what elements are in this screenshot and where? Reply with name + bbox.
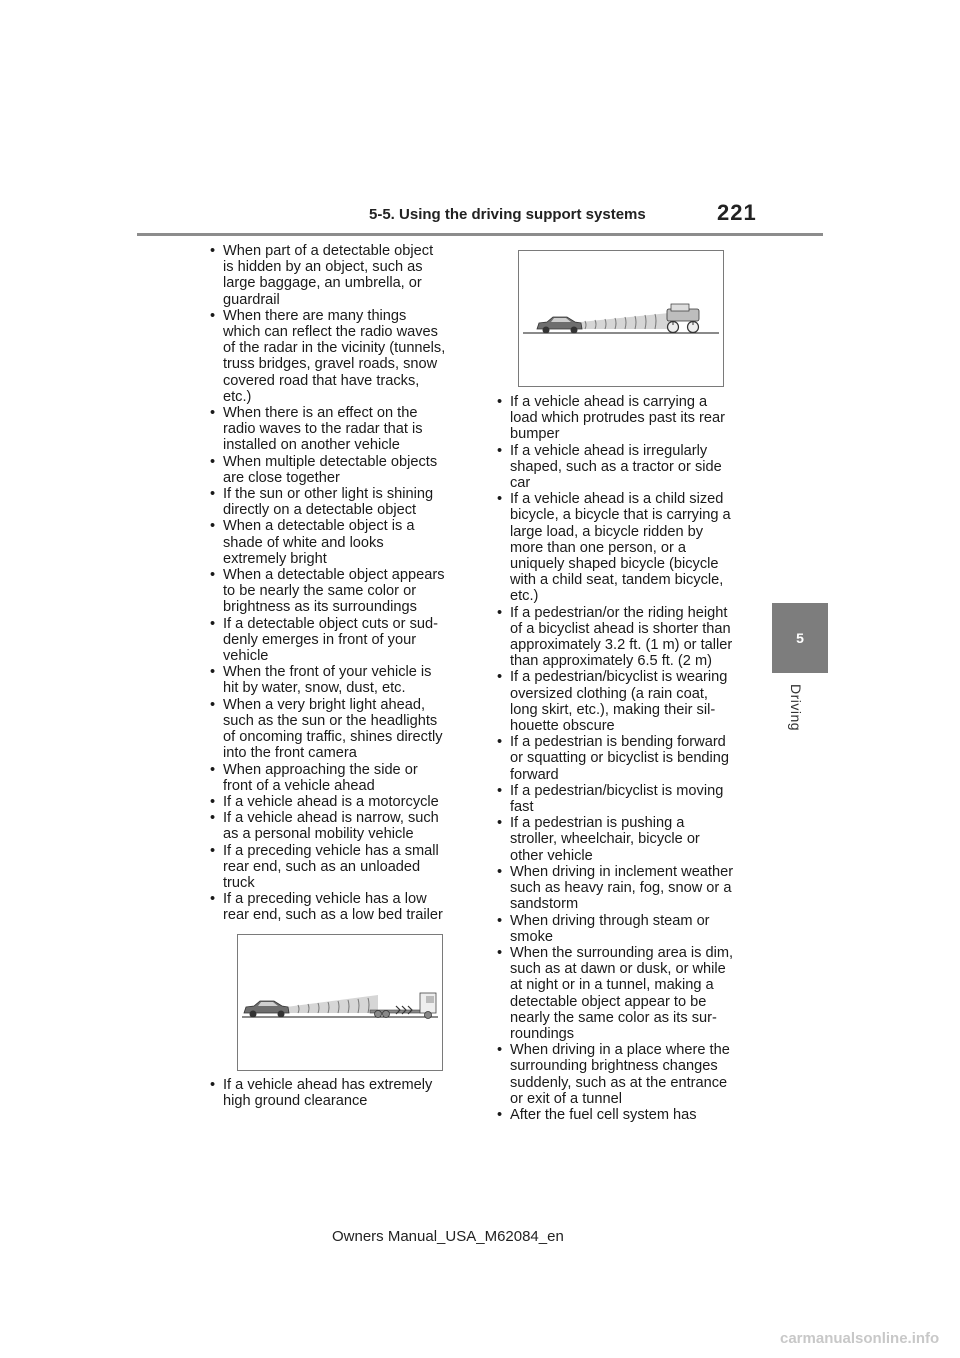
list-item: • If a detectable object cuts or sud- denly emerges in front of your vehicle — [203, 616, 471, 665]
list-item: • If the sun or other light is shining directly on a detectable object — [203, 486, 471, 518]
list-item: • If a pedestrian/bicyclist is wearing oversized clothing (a rain coat, long skirt, etc.), making their sil- houette obscure — [490, 669, 752, 734]
low-bed-trailer-icon — [370, 993, 436, 1019]
list-item: • If a vehicle ahead is carrying a load which protrudes past its rear bumper — [490, 394, 752, 443]
list-item: • If a vehicle ahead has extremely high ground clearance — [203, 1077, 471, 1109]
list-item: • After the fuel cell system has — [490, 1107, 752, 1123]
list-item: • If a pedestrian is bending forward or squatting or bicyclist is bending forward — [490, 734, 752, 783]
list-item: • If a preceding vehicle has a small rear end, such as an unloaded truck — [203, 843, 471, 892]
watermark: carmanualsonline.info — [780, 1330, 940, 1347]
left-after-figure-list — [203, 1077, 471, 1109]
list-item: • If a vehicle ahead is irregularly shaped, such as a tractor or side car — [490, 443, 752, 492]
low-bed-trailer-illustration — [237, 934, 443, 1071]
list-item: • When driving in a place where the surrounding brightness changes suddenly, such as at the entrance or exit of a tunnel — [490, 1042, 752, 1107]
high-clearance-vehicle-icon — [667, 304, 699, 333]
list-item: • When part of a detectable object is hidden by an object, such as large baggage, an umbrella, or guardrail — [203, 243, 471, 308]
right-column — [490, 394, 752, 1123]
list-item: • If a pedestrian/bicyclist is moving fast — [490, 783, 752, 815]
left-after-figure — [203, 1077, 471, 1109]
list-item: • If a vehicle ahead is a motorcycle — [203, 794, 471, 810]
list-item: • When driving through steam or smoke — [490, 913, 752, 945]
list-item: • If a pedestrian is pushing a stroller, wheelchair, bicycle or other vehicle — [490, 815, 752, 864]
list-item: • When a very bright light ahead, such as the sun or the headlights of oncoming traffic, shines directly into the front camera — [203, 697, 471, 762]
footer-text: Owners Manual_USA_M62084_en — [332, 1228, 564, 1245]
list-item: • When the surrounding area is dim, such as at dawn or dusk, or while at night or in a tunnel, making a detectable object appear to be nearly the same color as its sur- roundings — [490, 945, 752, 1042]
radar-beam — [286, 995, 378, 1013]
own-car-icon — [537, 317, 582, 334]
list-item: • When a detectable object appears to be nearly the same color or brightness as its surroundings — [203, 567, 471, 616]
list-item: • If a vehicle ahead is a child sized bicycle, a bicycle that is carrying a large load, a bicycle ridden by more than one person, or a uniquely shaped bicycle (bicycle with a child seat, tandem bicycle, etc.) — [490, 491, 752, 604]
section-title: 5-5. Using the driving support systems — [369, 206, 646, 223]
list-item: • When there is an effect on the radio waves to the radar that is installed on another vehicle — [203, 405, 471, 454]
list-item: • If a vehicle ahead is narrow, such as a personal mobility vehicle — [203, 810, 471, 842]
list-item: • When the front of your vehicle is hit by water, snow, dust, etc. — [203, 664, 471, 696]
left-bullet-list — [203, 243, 471, 924]
list-item: • When a detectable object is a shade of white and looks extremely bright — [203, 518, 471, 567]
low-bed-trailer-diagram — [238, 935, 442, 1070]
chapter-label: Driving — [788, 684, 804, 732]
chapter-number: 5 — [796, 630, 804, 646]
list-item: • When approaching the side or front of a vehicle ahead — [203, 762, 471, 794]
list-item: • When there are many things which can reflect the radio waves of the radar in the vicinity (tunnels, truss bridges, gravel roads, snow covered road that have tracks, etc.) — [203, 308, 471, 405]
list-item: • When multiple detectable objects are close together — [203, 454, 471, 486]
list-item: • If a pedestrian/or the riding height of a bicyclist ahead is shorter than approximately 3.2 ft. (1 m) or taller than approximately 6.5 ft. (2 m) — [490, 605, 752, 670]
header-rule — [137, 233, 823, 236]
high-clearance-illustration — [518, 250, 724, 387]
list-item: • When driving in inclement weather such as heavy rain, fog, snow or a sandstorm — [490, 864, 752, 913]
left-column — [203, 243, 471, 924]
chapter-tab[interactable] — [772, 603, 828, 673]
right-bullet-list — [490, 394, 752, 1123]
high-clearance-diagram — [519, 251, 723, 386]
own-car-icon — [244, 1001, 289, 1018]
list-item: • If a preceding vehicle has a low rear end, such as a low bed trailer — [203, 891, 471, 923]
page-number: 221 — [717, 200, 757, 225]
